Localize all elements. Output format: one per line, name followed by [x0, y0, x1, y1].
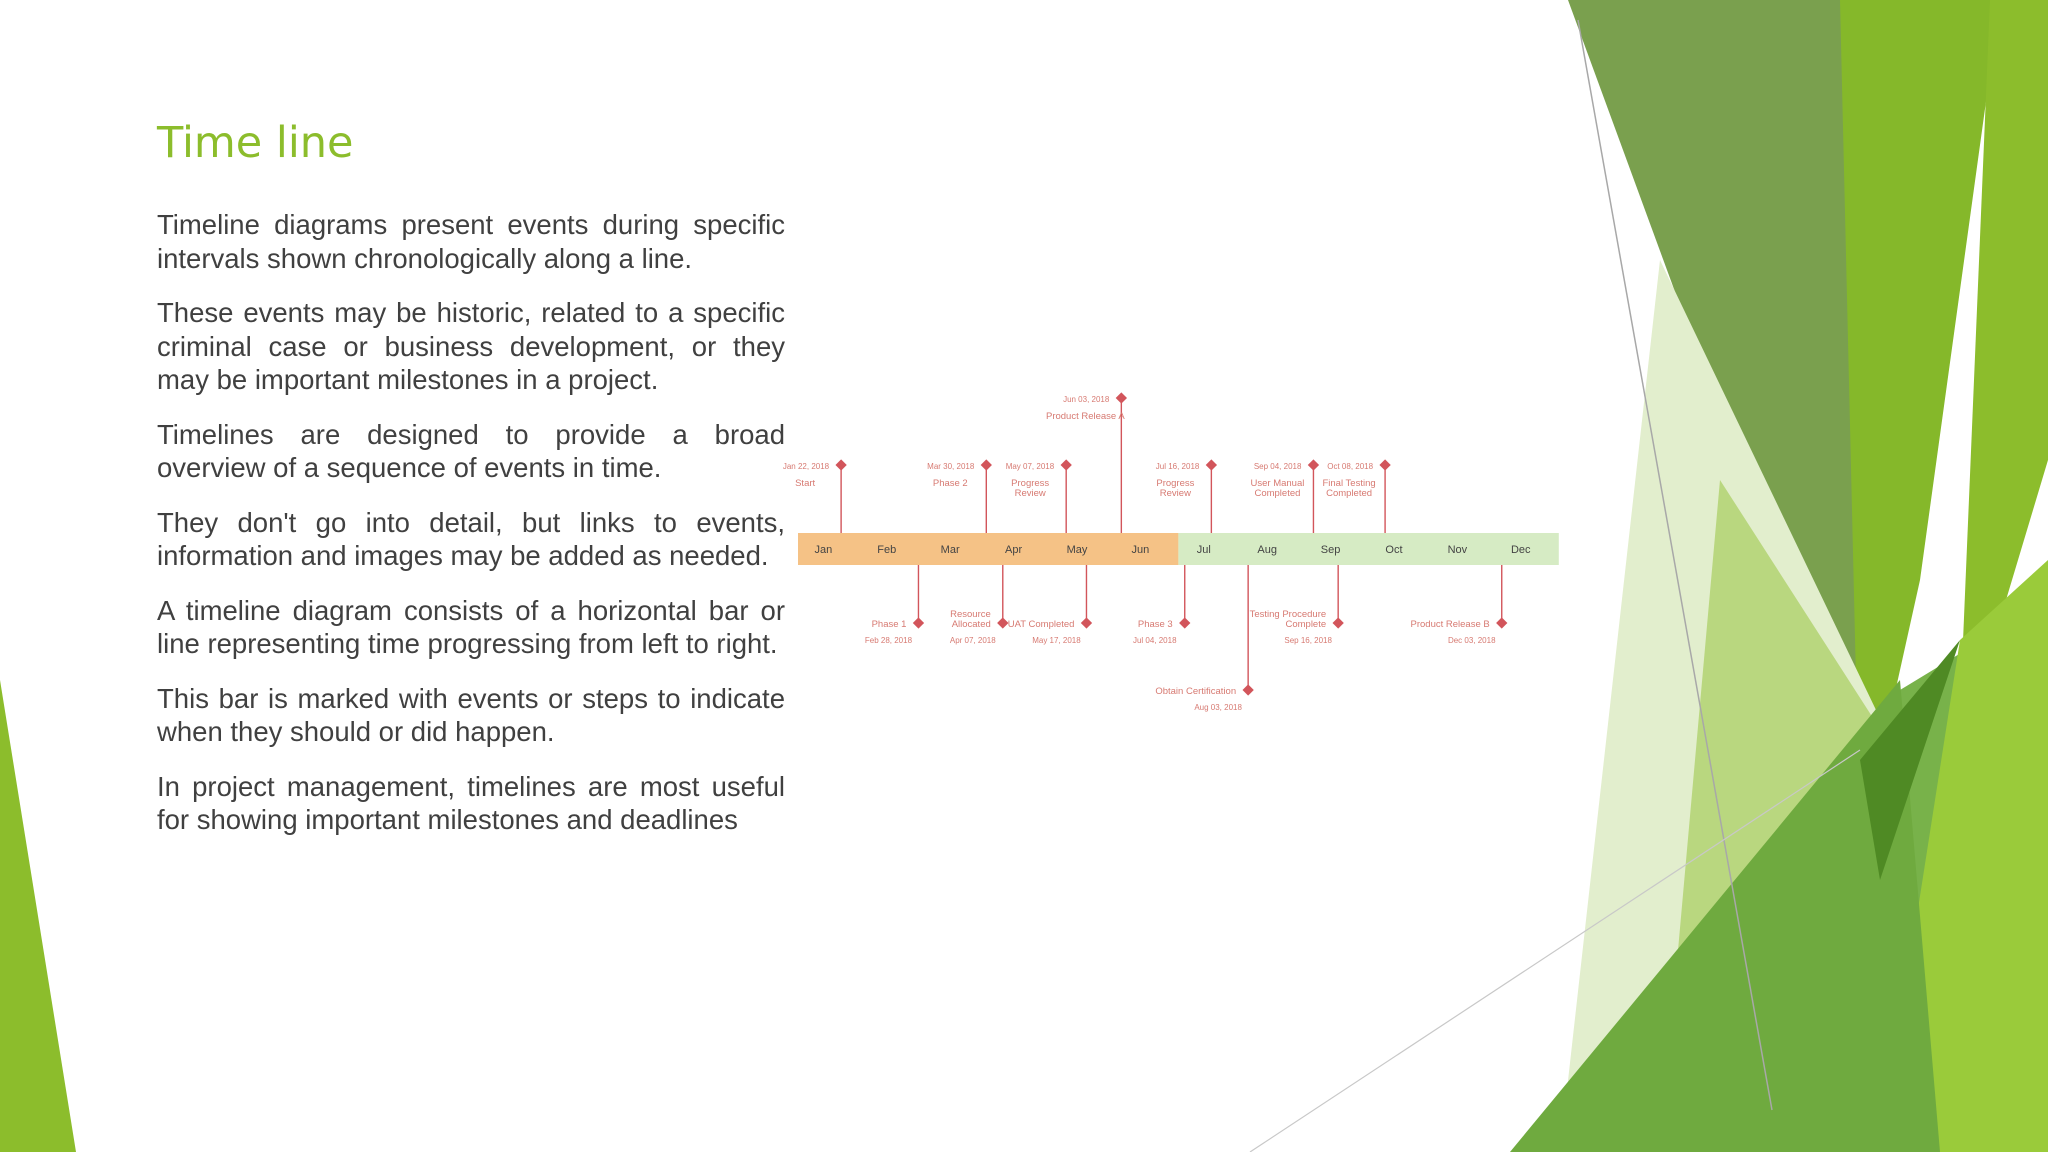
month-label: Sep — [1320, 544, 1341, 556]
month-label: Mar — [940, 544, 960, 556]
month-label: Jan — [814, 544, 833, 556]
event-marker — [997, 617, 1008, 628]
month-label: Apr — [1004, 544, 1023, 556]
paragraph: In project management, timelines are most useful for showing important milestones and deadlines — [157, 770, 785, 835]
event-label: Final Testing — [1322, 478, 1376, 489]
event-label: Phase 1 — [871, 619, 907, 630]
event-label: Phase 2 — [932, 478, 968, 489]
event-label: Obtain Certification — [1155, 686, 1237, 697]
month-label: Feb — [877, 544, 897, 556]
event-marker — [981, 459, 992, 470]
event-marker — [1061, 459, 1072, 470]
timeline-bar-second-half — [1178, 533, 1558, 565]
timeline-bar-first-half — [798, 533, 1178, 565]
event-label: Review — [1014, 488, 1046, 499]
event-label: Completed — [1254, 488, 1301, 499]
event-label: Testing Procedure — [1249, 609, 1327, 620]
event-date: May 07, 2018 — [1005, 462, 1055, 471]
event-date: Sep 16, 2018 — [1284, 636, 1332, 645]
month-label: Nov — [1447, 544, 1468, 556]
event-date: Jul 16, 2018 — [1155, 462, 1200, 471]
event-date: Sep 04, 2018 — [1253, 462, 1302, 471]
event-label: Progress — [1156, 478, 1195, 489]
event-label: Resource — [950, 609, 991, 620]
month-label: Aug — [1257, 544, 1277, 556]
slide-title: Time line — [157, 118, 354, 168]
event-date: Jul 04, 2018 — [1132, 636, 1177, 645]
paragraph: They don't go into detail, but links to events, information and images may be added as needed. — [157, 506, 785, 571]
event-marker — [1308, 459, 1319, 470]
event-label: Review — [1159, 488, 1191, 499]
event-label: Completed — [1326, 488, 1373, 499]
event-label: Complete — [1285, 619, 1327, 630]
event-label: Phase 3 — [1137, 619, 1173, 630]
event-label: Start — [795, 478, 816, 489]
paragraph: Timelines are designed to provide a broad overview of a sequence of events in time. — [157, 418, 785, 483]
event-marker — [1081, 617, 1092, 628]
event-label: Product Release A — [1045, 411, 1125, 422]
month-label: Dec — [1510, 544, 1531, 556]
paragraph: Timeline diagrams present events during specific intervals shown chronologically along a line. — [157, 209, 785, 274]
event-date: Mar 30, 2018 — [927, 462, 975, 471]
body-text — [157, 208, 785, 858]
month-label: Jun — [1131, 544, 1150, 556]
month-label: May — [1066, 544, 1088, 556]
timeline-diagram — [782, 395, 1560, 715]
event-label: Allocated — [951, 619, 991, 630]
event-label: UAT Completed — [1007, 619, 1075, 630]
paragraph: These events may be historic, related to a specific criminal case or business development, or they may be important milestones in a project. — [157, 297, 785, 395]
event-date: Oct 08, 2018 — [1327, 462, 1374, 471]
event-label: User Manual — [1250, 478, 1305, 489]
event-marker — [1206, 459, 1217, 470]
event-marker — [1379, 459, 1390, 470]
event-marker — [1179, 617, 1190, 628]
event-date: May 17, 2018 — [1032, 636, 1081, 645]
event-marker — [1116, 392, 1127, 403]
event-marker — [1242, 684, 1253, 695]
event-date: Aug 03, 2018 — [1194, 703, 1242, 712]
event-marker — [913, 617, 924, 628]
event-label: Progress — [1011, 478, 1050, 489]
paragraph: This bar is marked with events or steps to indicate when they should or did happen. — [157, 682, 785, 747]
event-date: Jun 03, 2018 — [1063, 395, 1110, 404]
event-date: Apr 07, 2018 — [949, 636, 996, 645]
month-label: Oct — [1385, 544, 1403, 556]
event-date: Feb 28, 2018 — [864, 636, 913, 645]
event-marker — [1496, 617, 1507, 628]
event-date: Jan 22, 2018 — [782, 462, 830, 471]
event-marker — [1333, 617, 1344, 628]
month-label: Jul — [1196, 544, 1211, 556]
paragraph: A timeline diagram consists of a horizontal bar or line representing time progressing from left to right. — [157, 594, 785, 659]
event-marker — [835, 459, 846, 470]
event-date: Dec 03, 2018 — [1447, 636, 1496, 645]
event-label: Product Release B — [1410, 619, 1490, 630]
